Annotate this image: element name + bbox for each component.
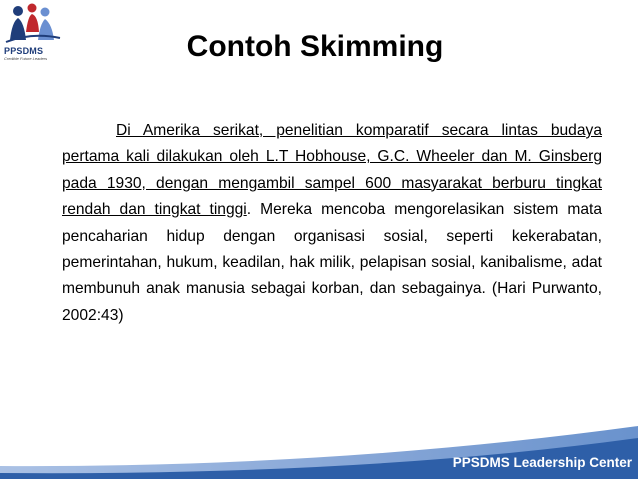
footer-label: PPSDMS Leadership Center: [452, 455, 632, 470]
slide-title: [0, 30, 638, 64]
logo-tagline: Credible Future Leaders: [4, 56, 48, 61]
logo-name: PPSDMS: [4, 46, 44, 56]
paragraph-text: . Mereka mencoba mengorelasikan sistem mata pencaharian hidup dengan organisasi sosial, seperti kekerabatan, pemerintahan, hukum, keadilan, hak milik, pelapisan sosial, kanibalisme, adat membunuh anak manusia sebagai korban, dan sebagainya. (Hari Purwanto, 2002:43): [62, 201, 602, 324]
slide-title-text: Contoh Skimming: [186, 30, 444, 63]
slide-paragraph: [62, 118, 602, 329]
paragraph-underlined-text: Di Amerika serikat, penelitian komparatif secara lintas budaya pertama kali dilakukan oleh L.T Hobhouse, G.C. Wheeler dan M. Ginsberg pada 1930, dengan mengambil sampel 600 masyarakat berburu tingkat rendah dan tingkat tinggi: [62, 122, 602, 219]
